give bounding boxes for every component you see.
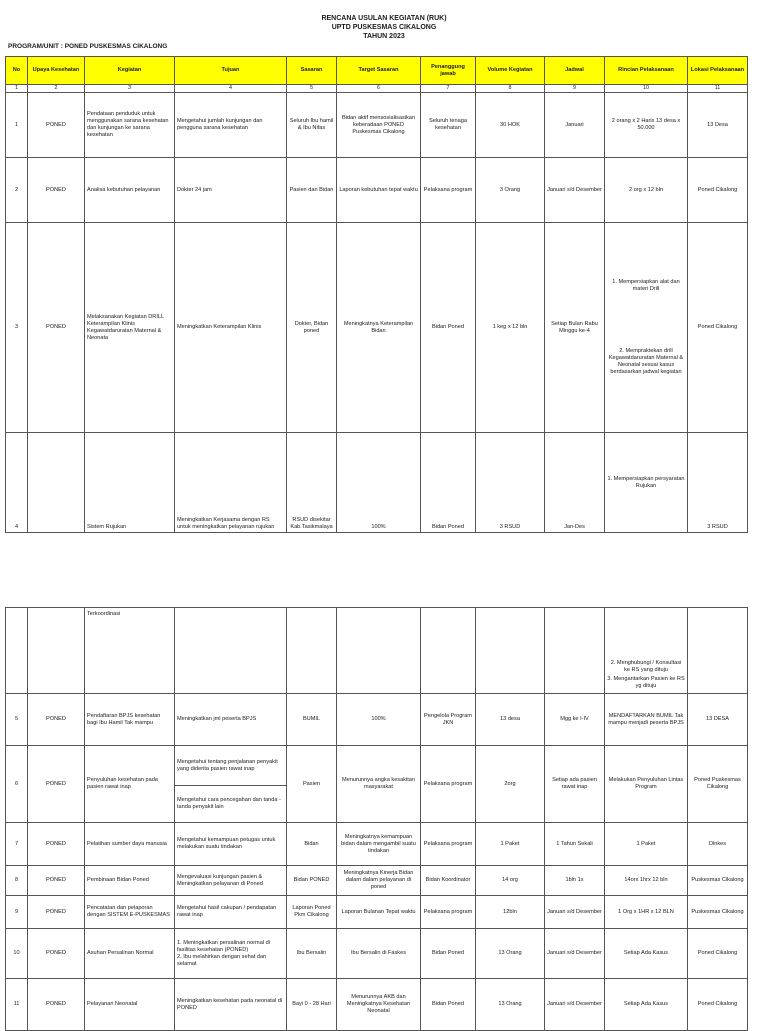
cell-rincian: 1. Mempersiapkan persyaratan Rujukan (605, 433, 688, 533)
col-header-target: Target Sasaran (337, 57, 421, 85)
cell-jadwal: Januari (545, 93, 605, 158)
table-row (6, 433, 748, 533)
cell-sasaran: Pasien dan Bidan (287, 158, 337, 223)
cell-rincian: Setiap Ada Kasus (605, 929, 688, 979)
cell-volume-continued (476, 608, 545, 694)
cell-upaya: PONED (28, 158, 85, 223)
cell-rincian: 1 Org x 1HR x 12 BLN (605, 896, 688, 929)
cell-jadwal: Setiap Bulan Rabu Minggu ke-4 (545, 223, 605, 433)
cell-sasaran: Bidan PONED (287, 866, 337, 896)
cell-volume: 14 org (476, 866, 545, 896)
cell-rincian: 2 org x 12 bln (605, 158, 688, 223)
col-header-tujuan: Tujuan (175, 57, 287, 85)
cell-no: 8 (6, 866, 28, 896)
cell-lokasi: Dinkes (688, 823, 748, 866)
ruk-table-page-1 (5, 56, 748, 533)
cell-rincian (605, 223, 688, 433)
cell-pj: Seluruh tenaga kesehatan (421, 93, 476, 158)
col-header-pj: Penanggung jawab (421, 57, 476, 85)
cell-target: Meningkatnya kemampuan bidan dalam mengambil suatu tindakan (337, 823, 421, 866)
rincian-step: 1. Mempersiapkan alat dan materi Drill (612, 279, 680, 292)
cell-volume: 3 Orang (476, 158, 545, 223)
cell-volume: 13 desa (476, 694, 545, 746)
cell-kegiatan: Analisa kebutuhan pelayanan (85, 158, 175, 223)
cell-upaya: PONED (28, 866, 85, 896)
cell-jadwal: Januari s/d Desember (545, 979, 605, 1031)
table-row (6, 896, 748, 929)
cell-pj: Pelaksana program (421, 823, 476, 866)
cell-upaya: PONED (28, 979, 85, 1031)
cell-tujuan: Mengetahui kemampuan petugas untuk melakukan suatu tindakan (175, 823, 287, 866)
cell-tujuan-continued (175, 608, 287, 694)
cell-no: 2 (6, 158, 28, 223)
cell-no: 7 (6, 823, 28, 866)
col-header-no: No (6, 57, 28, 85)
cell-pj: Pengelola Program JKN (421, 694, 476, 746)
cell-jadwal: 1bln 1x (545, 866, 605, 896)
cell-rincian: 1 Paket (605, 823, 688, 866)
cell-pj: Bidan Koordinator (421, 866, 476, 896)
cell-rincian: Melakukan Penyuluhan Lintas Program (605, 746, 688, 823)
cell-no: 5 (6, 694, 28, 746)
cell-volume: 12bln (476, 896, 545, 929)
document-subtitle: UPTD PUSKESMAS CIKALONG (331, 24, 437, 31)
cell-sasaran-continued (287, 608, 337, 694)
cell-sasaran: Dokter, Bidan poned (287, 223, 337, 433)
page-2 (5, 607, 747, 1024)
table-row (6, 866, 748, 896)
cell-target: Laporan kebutuhan tepat waktu (337, 158, 421, 223)
cell-lokasi-continued (688, 608, 748, 694)
col-number: 10 (605, 85, 688, 93)
col-number: 11 (688, 85, 748, 93)
cell-kegiatan: Melaksanakan Kegiatan DRILL Keterampilan Klinis Kegawatdaruratan Maternal & Neonata (85, 223, 175, 433)
cell-lokasi: 13 DESA (688, 694, 748, 746)
cell-upaya: PONED (28, 896, 85, 929)
page-1 (5, 56, 747, 530)
col-header-kegiatan: Kegiatan (85, 57, 175, 85)
cell-pj: Pelaksana program (421, 158, 476, 223)
cell-tujuan: Mengetahui hasil cakupan / pendapatan rawat inap (175, 896, 287, 929)
cell-target: Menurunnya angka kesakitan masyarakat (337, 746, 421, 823)
cell-jadwal: Januari s/d Desember (545, 158, 605, 223)
cell-tujuan: Mengetahui cara pencegahan dan tanda - tanda penyakit lain (175, 786, 287, 823)
cell-lokasi: Puskesmas Cikalong (688, 896, 748, 929)
cell-tujuan: Mengetahui tentang penjalanan penyakit yang diderita pasien rawat inap (175, 746, 287, 786)
cell-target-continued (337, 608, 421, 694)
cell-target: Laporan Bulanan Tepat waktu (337, 896, 421, 929)
cell-pj: Bidan Poned (421, 433, 476, 533)
cell-rincian: 2 orang x 2 Harix 13 desa x 50.000 (605, 93, 688, 158)
cell-rincian (605, 608, 688, 694)
cell-pj: Pelaksana program (421, 746, 476, 823)
table-row (6, 694, 748, 746)
ruk-table-page-2 (5, 607, 748, 1031)
column-number-row (6, 85, 748, 93)
cell-kegiatan: Pendaftaran BPJS kesehatan bagi Ibu Hamil Tak mampu (85, 694, 175, 746)
cell-pj: Bidan Poned (421, 979, 476, 1031)
cell-volume: 13 Orang (476, 979, 545, 1031)
cell-upaya: PONED (28, 929, 85, 979)
cell-pj-continued (421, 608, 476, 694)
cell-upaya: PONED (28, 223, 85, 433)
cell-tujuan: Dokter 24 jam (175, 158, 287, 223)
cell-target: 100% (337, 433, 421, 533)
cell-lokasi: Poned Cikalong (688, 223, 748, 433)
cell-no: 11 (6, 979, 28, 1031)
cell-target: 100% (337, 694, 421, 746)
cell-lokasi: 13 Desa (688, 93, 748, 158)
table-row (6, 979, 748, 1031)
cell-target: Menurunnya AKB dan Meningkatnya Kesehatan Neonatal (337, 979, 421, 1031)
cell-upaya: PONED (28, 746, 85, 823)
cell-upaya (28, 433, 85, 533)
cell-lokasi: Poned Puskesmas Cikalong (688, 746, 748, 823)
cell-tujuan: Mengevaluasi kunjungan pasien & Meningkatkan pelayanan di Poned (175, 866, 287, 896)
cell-no: 4 (6, 433, 28, 533)
cell-kegiatan: Asuhan Persalinan Normal (85, 929, 175, 979)
col-header-sasaran: Sasaran (287, 57, 337, 85)
cell-jadwal: Mgg ke I-IV (545, 694, 605, 746)
cell-target: Bidan aktif mensosialisasikan keberadaan PONED Puskesmas Cikalong (337, 93, 421, 158)
cell-pj: Pelaksana program (421, 896, 476, 929)
cell-volume: 1 keg x 12 bln (476, 223, 545, 433)
cell-sasaran: Seluruh Ibu hamil & Ibu Nifas (287, 93, 337, 158)
cell-lokasi: Poned Cikalong (688, 158, 748, 223)
cell-kegiatan: Pencatatan dan pelaporan dengan SISTEM E-PUSKESMAS (85, 896, 175, 929)
cell-kegiatan: Penyuluhan kesehatan pada pasien rawat inap (85, 746, 175, 823)
cell-no: 1 (6, 93, 28, 158)
document-year: TAHUN 2023 (363, 33, 405, 40)
col-header-jadwal: Jadwal (545, 57, 605, 85)
cell-kegiatan: Pendataan penduduk untuk menggunakan sarana kesehatan dan kunjungan ke sarana kesehatan (85, 93, 175, 158)
col-number: 7 (421, 85, 476, 93)
cell-target: Meningkatnya Kinerja Bidan dalam dalam pelayanan di poned (337, 866, 421, 896)
cell-sasaran: Pasien (287, 746, 337, 823)
cell-sasaran: RSUD disekitar Kab.Tasikmalaya (287, 433, 337, 533)
cell-kegiatan: Sistem Rujukan (85, 433, 175, 533)
cell-jadwal-continued (545, 608, 605, 694)
cell-volume: 1 Paket (476, 823, 545, 866)
col-header-lokasi: Lokasi Pelaksanaan (688, 57, 748, 85)
cell-volume: 3 RSUD (476, 433, 545, 533)
table-row (6, 608, 748, 694)
cell-lokasi: Poned Cikalong (688, 929, 748, 979)
col-number: 8 (476, 85, 545, 93)
cell-volume: 13 Orang (476, 929, 545, 979)
cell-sasaran: Bayi 0 - 28 Hari (287, 979, 337, 1031)
cell-pj: Bidan Poned (421, 223, 476, 433)
cell-no: 9 (6, 896, 28, 929)
cell-jadwal: Januari s/d Desember (545, 929, 605, 979)
cell-kegiatan: Terkoordinasi (85, 608, 175, 694)
cell-no-continued (6, 608, 28, 694)
cell-sasaran: Bidan (287, 823, 337, 866)
cell-rincian: Setiap Ada Kasus (605, 979, 688, 1031)
cell-upaya: PONED (28, 694, 85, 746)
rincian-step: 2. Mempraktekan drill Kegawatdaruratan Maternal & Neonatal sesuai kasus berdasarkan jadwal kegiatan (608, 348, 684, 375)
col-number: 6 (337, 85, 421, 93)
cell-tujuan: Meningkatkan Kerjasama dengan RS untuk meningkatkan pelayanan rujukan (175, 433, 287, 533)
table-row (6, 93, 748, 158)
cell-pj: Bidan Poned (421, 929, 476, 979)
cell-no: 6 (6, 746, 28, 823)
cell-jadwal: Januari s/d Desember (545, 896, 605, 929)
cell-upaya: PONED (28, 93, 85, 158)
cell-kegiatan: Pembinaan Bidan Poned (85, 866, 175, 896)
col-number: 3 (85, 85, 175, 93)
col-number: 9 (545, 85, 605, 93)
cell-no: 10 (6, 929, 28, 979)
cell-upaya-continued (28, 608, 85, 694)
col-number: 1 (6, 85, 28, 93)
cell-no: 3 (6, 223, 28, 433)
cell-target: Ibu Bersalin di Faskes (337, 929, 421, 979)
cell-rincian: MENDAFTARKAN BUMIL Tak mampu menjadi peserta BPJS (605, 694, 688, 746)
cell-sasaran: Ibu Bersalin (287, 929, 337, 979)
rincian-step: 3. Mengantarkan Pasien ke RS yg dituju (607, 676, 685, 689)
cell-kegiatan: Pelatihan sumber daya manusia (85, 823, 175, 866)
cell-tujuan: Meningkatkan jml peserta BPJS (175, 694, 287, 746)
table-row (6, 823, 748, 866)
cell-jadwal: 1 Tahun Sekali (545, 823, 605, 866)
table-row (6, 158, 748, 223)
table-row (6, 223, 748, 433)
cell-lokasi: 3 RSUD (688, 433, 748, 533)
program-label: PROGRAM/UNIT : PONED PUSKESMAS CIKALONG (8, 43, 168, 50)
document-title: RENCANA USULAN KEGIATAN (RUK) (321, 15, 447, 22)
cell-upaya: PONED (28, 823, 85, 866)
col-header-rincian: Rincian Pelaksanaan (605, 57, 688, 85)
cell-target: Meningkatnya Keterampilan Bidan (337, 223, 421, 433)
cell-tujuan: Meningkatkan Keterampilan Klinis (175, 223, 287, 433)
cell-sasaran: BUMIL (287, 694, 337, 746)
table-row (6, 929, 748, 979)
cell-jadwal: Jan-Des (545, 433, 605, 533)
cell-tujuan: 1. Meningkatkan persalinan normal di fasilitas kesehatan (PONED) 2. Ibu melahirkan dengan sehat dan selamat (175, 929, 287, 979)
col-header-volume: Volume Kegiatan (476, 57, 545, 85)
header-row (6, 57, 748, 85)
cell-volume: 30 HOK (476, 93, 545, 158)
cell-lokasi: Puskesmas Cikalong (688, 866, 748, 896)
cell-volume: 2org (476, 746, 545, 823)
cell-jadwal: Setiap ada pasien rawat inap (545, 746, 605, 823)
cell-kegiatan: Pelayanan Neonatal (85, 979, 175, 1031)
col-number: 2 (28, 85, 85, 93)
cell-tujuan: Mengetahui jumlah kunjungan dan pengguna sarana kesehatan (175, 93, 287, 158)
col-header-upaya: Upaya Kesehatan (28, 57, 85, 85)
table-row (6, 746, 748, 786)
col-number: 4 (175, 85, 287, 93)
cell-lokasi: Poned Cikalong (688, 979, 748, 1031)
cell-rincian: 14orx 1hrx 12 bln (605, 866, 688, 896)
col-number: 5 (287, 85, 337, 93)
cell-sasaran: Laporan Poned Pkm Cikalong (287, 896, 337, 929)
cell-tujuan: Meningkatkan kesehatan pada neonatal di PONED (175, 979, 287, 1031)
rincian-step: 2. Menghubungi / Konsultasi ke RS yang dituju (610, 660, 682, 673)
